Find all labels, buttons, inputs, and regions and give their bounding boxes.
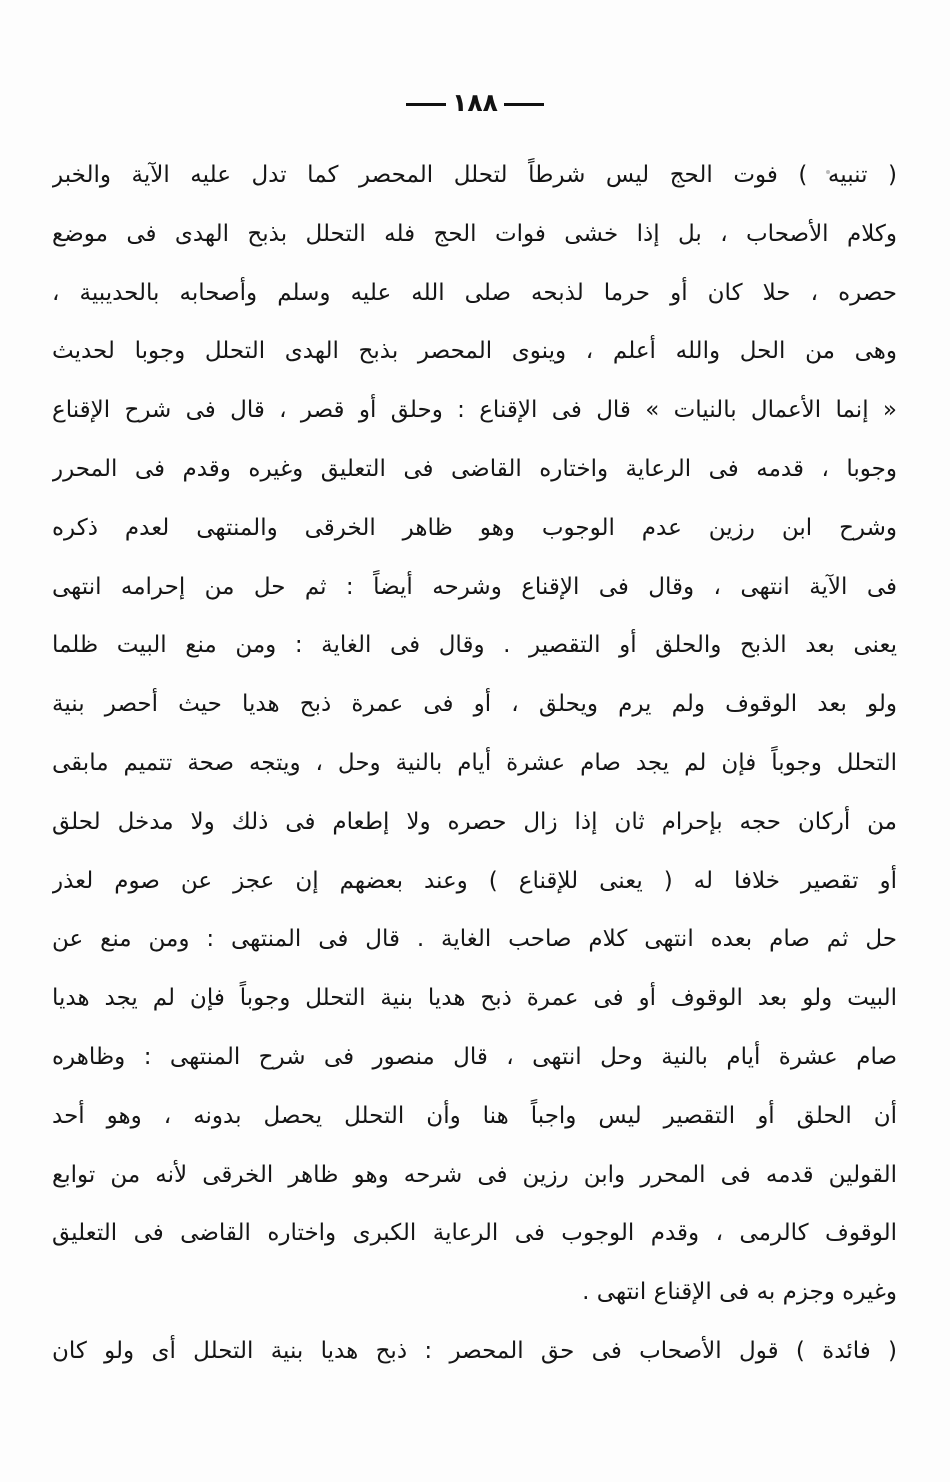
text-line: القولين قدمه فى المحرر وابن رزين فى شرحه وهو ظاهر الخرقى لأنه من توابع	[52, 1161, 897, 1188]
text-line: وجوبا ، قدمه فى الرعاية واختاره القاضى فى التعليق وغيره وقدم فى المحرر	[52, 455, 897, 482]
text-line: حل ثم صام بعده انتهى كلام صاحب الغاية . قال فى المنتهى : ومن منع عن	[52, 926, 897, 953]
page-number: ١٨٨	[452, 88, 498, 117]
text-line: من أركان حجه بإحرام ثان إذا زال حصره ولا إطعام فى ذلك ولا مدخل لحلق	[52, 808, 897, 835]
text-line: صام عشرة أيام بالنية وحل انتهى ، قال منصور فى شرح المنتهى : وظاهره	[52, 1043, 897, 1070]
text-line: البيت ولو بعد الوقوف أو فى عمرة ذبح هديا بنية التحلل وجوباً فإن لم يجد هديا	[52, 985, 897, 1012]
header-dash-right	[406, 103, 446, 106]
text-line: وهى من الحل والله أعلم ، وينوى المحصر بذبح الهدى التحلل وجوبا لحديث	[52, 338, 897, 365]
text-line: التحلل وجوباً فإن لم يجد صام عشرة أيام بالنية وحل ، ويتجه صحة تتميم مابقى	[52, 749, 897, 776]
text-line: فى الآية انتهى ، وقال فى الإقناع وشرحه أيضاً : ثم حل من إحرامه انتهى	[52, 573, 897, 600]
text-line: حصره ، حلا كان أو حرما لذبحه صلى الله عليه وسلم وأصحابه بالحديبية ،	[52, 279, 897, 306]
text-line: الوقوف كالرمى ، وقدم الوجوب فى الرعاية الكبرى واختاره القاضى فى التعليق	[52, 1220, 897, 1247]
text-line: ولو بعد الوقوف ولم يرم ويحلق ، أو فى عمرة ذبح هديا حيث أحصر بنية	[52, 691, 897, 718]
text-line: أو تقصير خلافا له ( يعنى للإقناع ) وعند بعضهم إن عجز عن صوم لعذر	[52, 867, 897, 894]
text-line: ( تنبيه ) فوت الحج ليس شرطاً لتحلل المحصر كما تدل عليه الآية والخبر	[52, 162, 897, 188]
text-line: « إنما الأعمال بالنيات » قال فى الإقناع : وحلق أو قصر ، قال فى شرح الإقناع	[52, 397, 897, 424]
text-line: وغيره وجزم به فى الإقناع انتهى .	[582, 1279, 897, 1306]
text-line: يعنى بعد الذبح والحلق أو التقصير . وقال فى الغاية : ومن منع البيت ظلما	[52, 632, 897, 659]
body-text	[52, 146, 897, 1381]
text-line: وكلام الأصحاب ، بل إذا خشى فوات الحج فله التحلل بذبح الهدى فى موضع	[52, 220, 897, 247]
page-number-header	[0, 88, 950, 117]
header-dash-left	[504, 103, 544, 106]
text-line: ( فائدة ) قول الأصحاب فى حق المحصر : ذبح هديا بنية التحلل أى ولو كان	[52, 1337, 897, 1364]
text-line: أن الحلق أو التقصير ليس واجباً هنا وأن التحلل يحصل بدونه ، وهو أحد	[52, 1102, 897, 1129]
text-line: وشرح ابن رزين عدم الوجوب وهو ظاهر الخرقى والمنتهى لعدم ذكره	[52, 514, 897, 541]
